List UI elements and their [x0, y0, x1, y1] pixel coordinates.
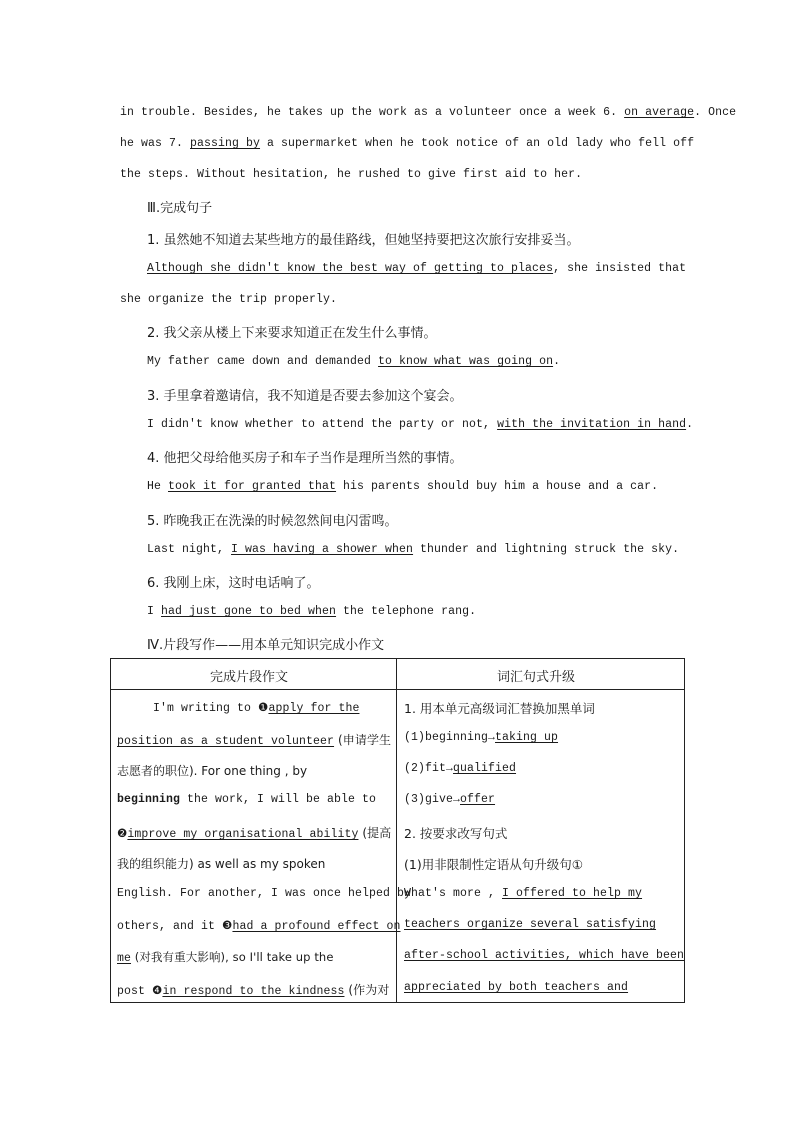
col2-line-4: (3)give→offer — [404, 793, 496, 806]
col2-line-3: (2)fit→qualified — [404, 762, 517, 775]
col2-line-7: What's more , I offered to help my — [404, 887, 643, 900]
item-2-zh: 2. 我父亲从楼上下来要求知道正在发生什么事情。 — [147, 326, 437, 341]
table-divider-horizontal — [110, 689, 685, 690]
item-4-en: He took it for granted that his parents should buy him a house and a car. — [147, 480, 659, 493]
table-divider-vertical — [396, 658, 397, 1003]
col2-line-5: 2. 按要求改写句式 — [404, 826, 508, 841]
answer-6: on average — [624, 106, 695, 119]
section-3-heading: Ⅲ.完成句子 — [147, 201, 213, 216]
item-3-en: I didn't know whether to attend the party or not, with the invitation in hand. — [147, 418, 694, 431]
item-5-zh: 5. 昨晚我正在洗澡的时候忽然间电闪雷鸣。 — [147, 514, 398, 529]
col1-line-1: I'm writing to ❶apply for the — [153, 702, 360, 715]
item-6-zh: 6. 我刚上床，这时电话响了。 — [147, 576, 320, 591]
col1-line-9: me (对我有重大影响), so I'll take up the — [117, 950, 334, 965]
item-2-en: My father came down and demanded to know what was going on. — [147, 355, 561, 368]
col2-line-10: appreciated by both teachers and — [404, 981, 629, 994]
col1-header: 完成片段作文 — [210, 670, 289, 685]
item-6-en: I had just gone to bed when the telephone rang. — [147, 605, 477, 618]
item-4-zh: 4. 他把父母给他买房子和车子当作是理所当然的事情。 — [147, 451, 463, 466]
col1-line-3: 志愿者的职位). For one thing , by — [117, 764, 308, 778]
para-line-3: the steps. Without hesitation, he rushed to give first aid to her. — [120, 168, 583, 181]
col1-line-10: post ❹in respond to the kindness (作为对 — [117, 983, 390, 998]
answer-7: passing by — [190, 137, 261, 150]
col2-line-9: after-school activities, which have been — [404, 949, 685, 962]
col2-line-2: (1)beginning→taking up — [404, 731, 559, 744]
section-4-heading: Ⅳ.片段写作——用本单元知识完成小作文 — [147, 638, 385, 653]
col1-line-8: others, and it ❸had a profound effect on — [117, 920, 401, 933]
col2-line-6: (1)用非限制性定语从句升级句① — [404, 857, 583, 872]
col1-line-2: position as a student volunteer (申请学生 — [117, 733, 392, 748]
col2-line-8: teachers organize several satisfying — [404, 918, 657, 931]
para-line-2: he was 7. passing by a supermarket when he took notice of an old lady who fell off — [120, 137, 695, 150]
col2-line-1: 1. 用本单元高级词汇替换加黑单词 — [404, 701, 595, 716]
item-1-zh: 1. 虽然她不知道去某些地方的最佳路线，但她坚持要把这次旅行安排妥当。 — [147, 233, 580, 248]
para-line-1: in trouble. Besides, he takes up the work as a volunteer once a week 6. on average. Once — [120, 106, 737, 119]
col2-header: 词汇句式升级 — [497, 670, 576, 685]
col1-line-4: beginning the work, I will be able to — [117, 793, 377, 806]
col1-line-5: ❷improve my organisational ability (提高 — [117, 826, 392, 841]
item-1-en-cont: she organize the trip properly. — [120, 293, 338, 306]
col1-line-7: English. For another, I was once helped by — [117, 887, 412, 900]
item-5-en: Last night, I was having a shower when thunder and lightning struck the sky. — [147, 543, 680, 556]
item-1-en: Although she didn't know the best way of getting to places, she insisted that — [147, 262, 687, 275]
item-3-zh: 3. 手里拿着邀请信，我不知道是否要去参加这个宴会。 — [147, 389, 463, 404]
col1-line-6: 我的组织能力) as well as my spoken — [117, 857, 326, 871]
